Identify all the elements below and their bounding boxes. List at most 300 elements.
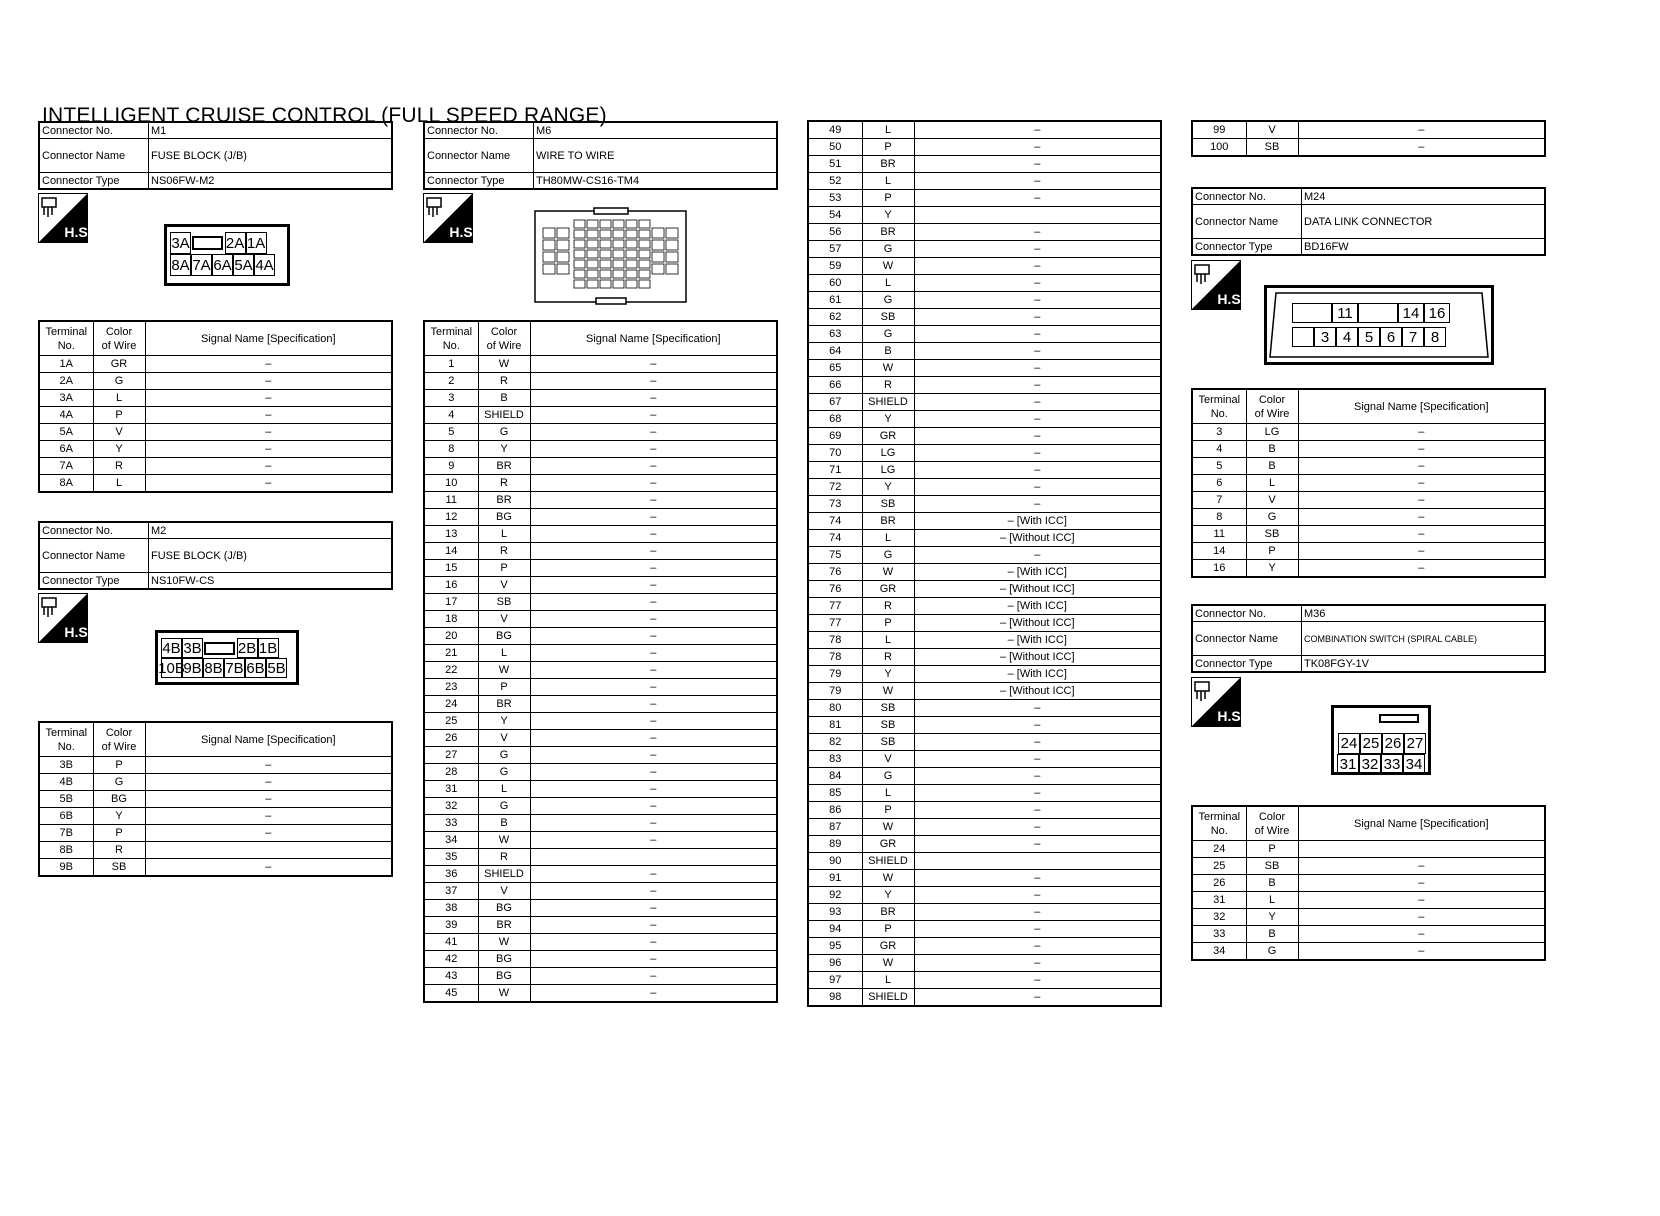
connector-key	[1379, 714, 1419, 723]
page-title: INTELLIGENT CRUISE CONTROL (FULL SPEED RANGE)	[42, 104, 607, 127]
table-row	[424, 849, 777, 866]
signal-name-cell: –	[530, 968, 777, 985]
pin-cell: 32	[1359, 754, 1381, 775]
terminal-cell: 61	[808, 292, 862, 309]
signal-name-cell: – [Without ICC]	[914, 581, 1161, 598]
pin-cell: 8A	[170, 254, 191, 276]
wire-color-cell: L	[862, 275, 914, 292]
signal-name-cell: –	[1298, 492, 1545, 509]
label-connector-no: Connector No.	[39, 522, 149, 539]
pin-cell: 1A	[246, 232, 267, 254]
wire-color-cell: Y	[1246, 909, 1298, 926]
terminal-cell: 24	[424, 696, 478, 713]
wire-color-cell: B	[478, 815, 530, 832]
signal-name-cell	[530, 849, 777, 866]
table-row	[424, 968, 777, 985]
signal-name-cell: –	[530, 594, 777, 611]
signal-name-header: Signal Name [Specification]	[530, 321, 777, 356]
table-row	[39, 825, 392, 842]
signal-name-cell: –	[914, 479, 1161, 496]
table-row	[808, 428, 1161, 445]
table-row	[39, 842, 392, 859]
signal-name-cell: –	[530, 509, 777, 526]
connector-type-value: NS06FW-M2	[149, 173, 393, 190]
signal-name-cell: –	[914, 717, 1161, 734]
signal-name-cell: –	[914, 785, 1161, 802]
signal-name-cell: –	[530, 917, 777, 934]
terminal-cell: 89	[808, 836, 862, 853]
connector-info-m6	[423, 121, 778, 190]
face-row-top	[1338, 733, 1426, 754]
pin-cell: 7	[1402, 327, 1424, 347]
harness-side-graphic	[38, 593, 92, 643]
table-row	[424, 798, 777, 815]
table-row	[39, 407, 392, 424]
label-connector-name: Connector Name	[1192, 205, 1302, 239]
signal-name-cell: –	[914, 224, 1161, 241]
terminal-cell: 74	[808, 530, 862, 547]
wire-color-cell: G	[862, 241, 914, 258]
wire-color-cell: Y	[478, 441, 530, 458]
signal-name-cell: –	[1298, 139, 1545, 157]
terminal-cell: 42	[424, 951, 478, 968]
wire-color-cell: P	[862, 615, 914, 632]
face-row-bottom	[158, 658, 287, 678]
signal-name-cell: –	[530, 883, 777, 900]
wire-color-cell: P	[862, 139, 914, 156]
wire-color-cell: B	[1246, 926, 1298, 943]
table-row	[808, 615, 1161, 632]
table-row	[808, 887, 1161, 904]
table-row	[1192, 458, 1545, 475]
table-row	[424, 985, 777, 1003]
pin-cell	[1292, 327, 1314, 347]
pin-table-m1	[38, 320, 393, 493]
table-row	[808, 989, 1161, 1007]
wire-color-cell: SB	[862, 496, 914, 513]
pin-cell: 2A	[225, 232, 246, 254]
terminal-cell: 41	[424, 934, 478, 951]
table-row	[808, 598, 1161, 615]
signal-name-cell: –	[914, 904, 1161, 921]
terminal-cell: 7	[1192, 492, 1246, 509]
table-row	[808, 190, 1161, 207]
connector-no-value: M1	[149, 122, 393, 139]
table-row	[808, 649, 1161, 666]
table-row	[808, 121, 1161, 139]
signal-name-cell: –	[145, 373, 392, 390]
wire-color-cell: L	[478, 526, 530, 543]
harness-side-label: H.S.	[64, 624, 92, 640]
signal-name-cell: –	[914, 870, 1161, 887]
terminal-cell: 2	[424, 373, 478, 390]
terminal-cell: 49	[808, 121, 862, 139]
pin-table	[1191, 388, 1546, 578]
signal-name-cell: –	[914, 547, 1161, 564]
wire-color-cell: SB	[862, 309, 914, 326]
terminal-cell: 63	[808, 326, 862, 343]
connector-type-value: TK08FGY-1V	[1302, 656, 1546, 673]
connector-name-value: DATA LINK CONNECTOR	[1302, 205, 1546, 239]
wire-color-cell: G	[1246, 509, 1298, 526]
terminal-cell: 22	[424, 662, 478, 679]
wire-color-cell: V	[1246, 121, 1298, 139]
signal-name-cell: –	[914, 343, 1161, 360]
wire-color-cell: W	[862, 258, 914, 275]
table-row	[808, 734, 1161, 751]
wire-color-cell: BR	[862, 156, 914, 173]
table-row	[808, 292, 1161, 309]
terminal-cell: 24	[1192, 841, 1246, 858]
signal-name-cell: –	[914, 887, 1161, 904]
table-row	[424, 424, 777, 441]
table-row	[808, 360, 1161, 377]
signal-name-cell: –	[530, 730, 777, 747]
wire-color-cell: L	[862, 785, 914, 802]
table-row	[808, 207, 1161, 224]
table-row	[808, 411, 1161, 428]
terminal-cell: 91	[808, 870, 862, 887]
signal-name-cell: –	[914, 411, 1161, 428]
terminal-cell: 13	[424, 526, 478, 543]
table-row	[1192, 543, 1545, 560]
wire-color-cell: W	[478, 356, 530, 373]
terminal-cell: 4	[424, 407, 478, 424]
signal-name-cell	[914, 207, 1161, 224]
terminal-cell: 75	[808, 547, 862, 564]
connector-key	[204, 642, 235, 655]
wire-color-cell: BR	[478, 492, 530, 509]
signal-name-cell: –	[1298, 121, 1545, 139]
wire-color-cell: G	[478, 764, 530, 781]
table-row	[424, 475, 777, 492]
wire-color-cell: SB	[478, 594, 530, 611]
pin-cell: 6A	[212, 254, 233, 276]
signal-name-cell: –	[914, 938, 1161, 955]
terminal-cell: 94	[808, 921, 862, 938]
terminal-cell: 17	[424, 594, 478, 611]
wire-color-cell: L	[862, 530, 914, 547]
wire-color-cell: G	[862, 326, 914, 343]
wire-color-cell: Y	[862, 411, 914, 428]
terminal-cell: 2A	[39, 373, 93, 390]
connector-key-slot	[191, 232, 225, 254]
table-row	[424, 645, 777, 662]
table-row	[424, 934, 777, 951]
signal-name-cell: –	[914, 173, 1161, 190]
terminal-cell: 36	[424, 866, 478, 883]
signal-name-cell: –	[530, 713, 777, 730]
wire-color-cell: P	[862, 921, 914, 938]
terminal-cell: 8	[1192, 509, 1246, 526]
wire-color-cell: BG	[478, 968, 530, 985]
wire-color-cell: W	[478, 934, 530, 951]
signal-name-header: Signal Name [Specification]	[145, 321, 392, 356]
table-row	[808, 632, 1161, 649]
terminal-cell: 34	[1192, 943, 1246, 961]
signal-name-cell: –	[1298, 441, 1545, 458]
wire-color-cell: V	[478, 611, 530, 628]
label-connector-no: Connector No.	[1192, 605, 1302, 622]
table-row	[1192, 560, 1545, 578]
table-row	[808, 904, 1161, 921]
terminal-cell: 3A	[39, 390, 93, 407]
connector-info-m2	[38, 521, 393, 590]
connector-m24-block	[1191, 187, 1546, 256]
pin-cell: 16	[1424, 303, 1450, 323]
connector-type-value: TH80MW-CS16-TM4	[534, 173, 778, 190]
pin-cell: 3	[1314, 327, 1336, 347]
wire-color-cell: B	[478, 390, 530, 407]
table-row	[808, 751, 1161, 768]
terminal-cell: 11	[424, 492, 478, 509]
signal-name-cell: – [Without ICC]	[914, 649, 1161, 666]
terminal-cell: 76	[808, 581, 862, 598]
signal-name-cell: –	[914, 121, 1161, 139]
signal-name-cell: –	[530, 560, 777, 577]
signal-name-header: Signal Name [Specification]	[1298, 806, 1545, 841]
signal-name-cell: –	[914, 972, 1161, 989]
table-row	[424, 713, 777, 730]
terminal-no-header: Terminal No.	[39, 722, 93, 757]
table-row	[424, 373, 777, 390]
terminal-cell: 69	[808, 428, 862, 445]
connector-name-value: FUSE BLOCK (J/B)	[149, 139, 393, 173]
wire-color-cell: W	[862, 870, 914, 887]
signal-name-cell: –	[530, 866, 777, 883]
wire-color-cell: W	[478, 662, 530, 679]
table-row	[424, 390, 777, 407]
face-row-bottom	[170, 254, 275, 276]
pin-cell: 9B	[183, 659, 202, 677]
terminal-cell: 53	[808, 190, 862, 207]
table-row	[1192, 858, 1545, 875]
connector-key	[192, 236, 223, 250]
signal-name-cell: –	[1298, 526, 1545, 543]
pin-cell: 34	[1403, 754, 1425, 775]
wire-color-cell: G	[1246, 943, 1298, 961]
signal-name-cell: –	[914, 309, 1161, 326]
signal-name-cell: –	[530, 611, 777, 628]
pin-cell: 25	[1360, 733, 1382, 754]
signal-name-cell: – [With ICC]	[914, 632, 1161, 649]
terminal-cell: 16	[1192, 560, 1246, 578]
pin-cell: 31	[1337, 754, 1359, 775]
wire-color-cell: W	[862, 683, 914, 700]
terminal-cell: 27	[424, 747, 478, 764]
wire-color-cell: SHIELD	[862, 989, 914, 1007]
signal-name-cell: –	[530, 662, 777, 679]
signal-name-cell: –	[1298, 858, 1545, 875]
wire-color-cell: BG	[478, 900, 530, 917]
table-row	[424, 764, 777, 781]
table-row	[1192, 841, 1545, 858]
terminal-cell: 65	[808, 360, 862, 377]
terminal-cell: 57	[808, 241, 862, 258]
signal-name-cell: –	[914, 326, 1161, 343]
terminal-cell: 7B	[39, 825, 93, 842]
terminal-cell: 93	[808, 904, 862, 921]
table-row	[39, 458, 392, 475]
harness-side-icon	[38, 593, 92, 643]
terminal-cell: 59	[808, 258, 862, 275]
table-row	[808, 156, 1161, 173]
wire-color-cell: BG	[478, 509, 530, 526]
table-header-row	[39, 722, 392, 757]
signal-name-header: Signal Name [Specification]	[145, 722, 392, 757]
terminal-cell: 39	[424, 917, 478, 934]
harness-side-icon	[1191, 677, 1245, 727]
signal-name-header: Signal Name [Specification]	[1298, 389, 1545, 424]
signal-name-cell: –	[1298, 892, 1545, 909]
label-connector-type: Connector Type	[39, 173, 149, 190]
signal-name-cell: –	[914, 768, 1161, 785]
table-row	[1192, 509, 1545, 526]
wire-color-cell: G	[862, 292, 914, 309]
wire-color-cell: R	[478, 475, 530, 492]
terminal-cell: 72	[808, 479, 862, 496]
terminal-cell: 33	[1192, 926, 1246, 943]
wire-color-cell: V	[478, 577, 530, 594]
harness-side-label: H.S.	[449, 224, 477, 240]
pin-table	[1191, 805, 1546, 961]
label-connector-no: Connector No.	[424, 122, 534, 139]
terminal-cell: 8B	[39, 842, 93, 859]
connector-info-m24	[1191, 187, 1546, 256]
signal-name-cell: –	[530, 645, 777, 662]
signal-name-cell: –	[914, 955, 1161, 972]
wire-color-cell: LG	[1246, 424, 1298, 441]
pin-table	[807, 120, 1162, 1007]
table-row	[808, 955, 1161, 972]
wire-color-cell: L	[862, 173, 914, 190]
signal-name-cell: –	[530, 526, 777, 543]
wire-color-cell: L	[1246, 892, 1298, 909]
terminal-cell: 77	[808, 598, 862, 615]
label-connector-type: Connector Type	[1192, 656, 1302, 673]
terminal-cell: 56	[808, 224, 862, 241]
color-of-wire-header: Color of Wire	[93, 321, 145, 356]
table-row	[424, 662, 777, 679]
table-row	[424, 883, 777, 900]
pin-cell: 2B	[237, 639, 257, 657]
terminal-cell: 99	[1192, 121, 1246, 139]
wire-color-cell: W	[862, 819, 914, 836]
pin-cell: 7A	[191, 254, 212, 276]
color-of-wire-header: Color of Wire	[1246, 806, 1298, 841]
wire-color-cell: BG	[93, 791, 145, 808]
wire-color-cell: SB	[1246, 858, 1298, 875]
label-connector-type: Connector Type	[1192, 239, 1302, 256]
table-row	[808, 547, 1161, 564]
wire-color-cell: R	[478, 543, 530, 560]
signal-name-cell: –	[530, 373, 777, 390]
table-row	[808, 666, 1161, 683]
terminal-cell: 25	[424, 713, 478, 730]
signal-name-cell: –	[914, 989, 1161, 1007]
terminal-cell: 31	[424, 781, 478, 798]
table-header-row	[424, 321, 777, 356]
terminal-cell: 7A	[39, 458, 93, 475]
table-row	[424, 458, 777, 475]
connector-m6-block	[423, 121, 778, 190]
table-row	[39, 390, 392, 407]
terminal-cell: 8A	[39, 475, 93, 493]
label-connector-type: Connector Type	[39, 573, 149, 590]
wire-color-cell: V	[862, 751, 914, 768]
terminal-cell: 73	[808, 496, 862, 513]
pin-cell: 24	[1338, 733, 1360, 754]
signal-name-cell: –	[145, 859, 392, 877]
pin-cell	[1292, 303, 1332, 323]
wire-color-cell: W	[478, 985, 530, 1003]
wire-color-cell: P	[93, 407, 145, 424]
table-row	[808, 581, 1161, 598]
table-row	[424, 747, 777, 764]
terminal-cell: 20	[424, 628, 478, 645]
wire-color-cell: GR	[862, 938, 914, 955]
table-header-row	[39, 321, 392, 356]
wire-color-cell: BR	[862, 513, 914, 530]
pin-cell: 10B	[158, 659, 185, 677]
wire-color-cell: P	[862, 190, 914, 207]
terminal-cell: 37	[424, 883, 478, 900]
wire-color-cell: L	[478, 645, 530, 662]
pin-cell: 26	[1382, 733, 1404, 754]
wire-color-cell: BR	[862, 224, 914, 241]
label-connector-name: Connector Name	[1192, 622, 1302, 656]
wire-color-cell: SB	[1246, 526, 1298, 543]
signal-name-cell: –	[530, 832, 777, 849]
table-row	[39, 774, 392, 791]
table-row	[808, 768, 1161, 785]
label-connector-name: Connector Name	[39, 139, 149, 173]
wire-color-cell: Y	[1246, 560, 1298, 578]
signal-name-cell: –	[530, 764, 777, 781]
pin-table	[1191, 120, 1546, 157]
pin-cell: 3A	[170, 232, 191, 254]
terminal-no-header: Terminal No.	[424, 321, 478, 356]
wire-color-cell: SHIELD	[862, 394, 914, 411]
wire-color-cell: G	[93, 774, 145, 791]
dlc-outline	[1264, 285, 1494, 365]
signal-name-cell: –	[1298, 509, 1545, 526]
wire-color-cell: L	[93, 475, 145, 493]
terminal-cell: 92	[808, 887, 862, 904]
connector-face-m2	[155, 630, 299, 685]
terminal-cell: 60	[808, 275, 862, 292]
signal-name-cell: –	[145, 825, 392, 842]
terminal-cell: 64	[808, 343, 862, 360]
signal-name-cell: –	[530, 900, 777, 917]
wire-color-cell: B	[1246, 458, 1298, 475]
wire-color-cell: V	[93, 424, 145, 441]
wire-color-cell: R	[862, 598, 914, 615]
signal-name-cell: –	[530, 798, 777, 815]
harness-side-icon	[423, 193, 477, 243]
wire-to-wire-connector-graphic	[534, 208, 687, 305]
table-row	[808, 343, 1161, 360]
terminal-cell: 86	[808, 802, 862, 819]
terminal-cell: 78	[808, 632, 862, 649]
signal-name-cell: – [Without ICC]	[914, 615, 1161, 632]
pin-cell: 4A	[254, 254, 275, 276]
signal-name-cell: –	[914, 921, 1161, 938]
table-row	[1192, 441, 1545, 458]
table-row	[808, 819, 1161, 836]
terminal-cell: 12	[424, 509, 478, 526]
wire-color-cell: R	[862, 649, 914, 666]
